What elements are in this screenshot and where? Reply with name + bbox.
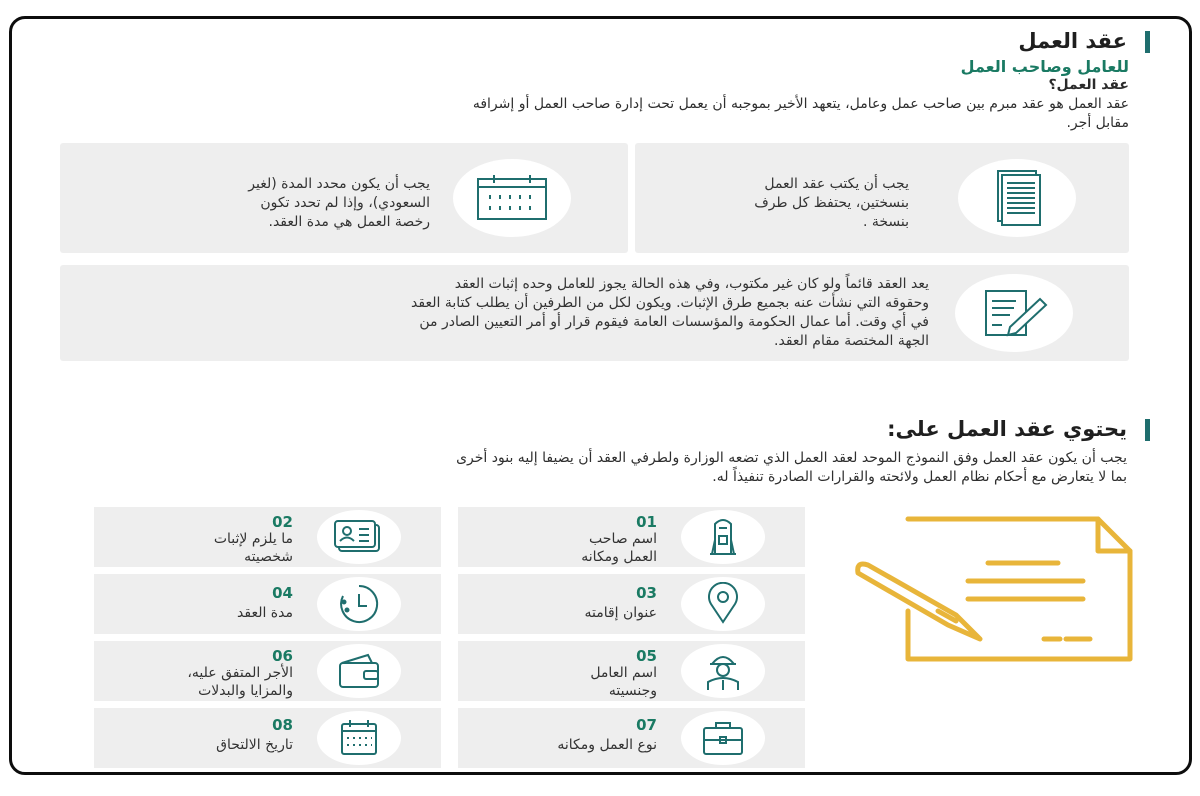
- worker-icon: [681, 644, 765, 698]
- calendar-icon: [317, 711, 401, 765]
- question-heading: عقد العمل؟: [1048, 77, 1129, 93]
- item-label-1: نوع العمل ومكانه: [557, 737, 657, 753]
- item-label-1: اسم صاحب: [589, 531, 657, 547]
- contents-title: يحتوي عقد العمل على:: [887, 417, 1127, 441]
- copies-text-2: بنسختين، يحتفظ كل طرف: [754, 195, 909, 211]
- unwritten-text-4: الجهة المختصة مقام العقد.: [774, 333, 929, 349]
- heading-accent-bar-2: [1145, 419, 1150, 441]
- document-stack-icon: [958, 159, 1076, 237]
- contents-intro-1: يجب أن يكون عقد العمل وفق النموذج الموحد لعقد العمل الذي تضعه الوزارة ولطرفي العقد أن يضيفا إليه بنود أخرى: [456, 450, 1127, 466]
- location-pin-icon: [681, 577, 765, 631]
- item-number: 04: [272, 584, 293, 602]
- id-card-icon: [317, 510, 401, 564]
- unwritten-text-2: وحقوقه التي نشأت عنه بجميع طرق الإثبات. ويكون لكل من الطرفين أن يطلب كتابة العقد: [411, 295, 929, 311]
- duration-text-1: يجب أن يكون محدد المدة (لغير: [248, 176, 430, 192]
- section-title: عقد العمل: [1018, 29, 1127, 53]
- item-label-1: ما يلزم لإثبات: [213, 531, 293, 547]
- definition-line-1: عقد العمل هو عقد مبرم بين صاحب عمل وعامل، يتعهد الأخير بموجبه أن يعمل تحت إدارة صاحب العمل أو إشرافه: [472, 96, 1129, 112]
- duration-text-2: السعودي)، وإذا لم تحدد تكون: [260, 195, 430, 211]
- item-08: [94, 708, 441, 768]
- clock-icon: [317, 577, 401, 631]
- item-label-1: تاريخ الالتحاق: [216, 737, 293, 753]
- item-03: [458, 574, 805, 634]
- section-subtitle: للعامل وصاحب العمل: [960, 57, 1129, 76]
- copies-text-3: بنسخة .: [862, 214, 909, 230]
- item-04: [94, 574, 441, 634]
- card-duration: [60, 143, 628, 253]
- infographic-frame: [9, 16, 1192, 775]
- contract-illustration-icon: [838, 511, 1138, 671]
- item-number: 07: [636, 716, 657, 734]
- card-two-copies: [635, 143, 1129, 253]
- item-number: 02: [272, 513, 293, 531]
- item-label-2: شخصيته: [244, 549, 293, 565]
- briefcase-icon: [681, 711, 765, 765]
- item-label-2: العمل ومكانه: [581, 549, 657, 565]
- item-label-2: والمزايا والبدلات: [198, 683, 293, 699]
- item-number: 05: [636, 647, 657, 665]
- calendar-grid-icon: [453, 159, 571, 237]
- item-07: [458, 708, 805, 768]
- copies-text-1: يجب أن يكتب عقد العمل: [764, 176, 909, 192]
- definition-line-2: مقابل أجر.: [1066, 115, 1129, 131]
- heading-accent-bar: [1145, 31, 1150, 53]
- item-number: 01: [636, 513, 657, 531]
- wallet-icon: [317, 644, 401, 698]
- item-label-2: وجنسيته: [608, 683, 657, 699]
- item-label-1: مدة العقد: [237, 605, 293, 621]
- item-number: 06: [272, 647, 293, 665]
- duration-text-3: رخصة العمل هي مدة العقد.: [268, 214, 430, 230]
- unwritten-text-1: يعد العقد قائماً ولو كان غير مكتوب، وفي هذه الحالة يجوز للعامل وحده إثبات العقد: [454, 276, 929, 292]
- item-06: [94, 641, 441, 701]
- item-number: 08: [272, 716, 293, 734]
- building-icon: [681, 510, 765, 564]
- item-05: [458, 641, 805, 701]
- item-label-1: عنوان إقامته: [584, 605, 657, 621]
- card-unwritten-contract: [60, 265, 1129, 361]
- item-number: 03: [636, 584, 657, 602]
- item-02: [94, 507, 441, 567]
- contract-pen-icon: [955, 274, 1073, 352]
- item-01: [458, 507, 805, 567]
- item-label-1: اسم العامل: [590, 665, 657, 681]
- item-label-1: الأجر المتفق عليه،: [187, 665, 293, 681]
- unwritten-text-3: في أي وقت. أما عمال الحكومة والمؤسسات العامة فيقوم قرار أو أمر التعيين الصادر من: [419, 314, 929, 330]
- contents-intro-2: بما لا يتعارض مع أحكام نظام العمل ولائحته والقرارات الصادرة تنفيذاً له.: [712, 469, 1127, 485]
